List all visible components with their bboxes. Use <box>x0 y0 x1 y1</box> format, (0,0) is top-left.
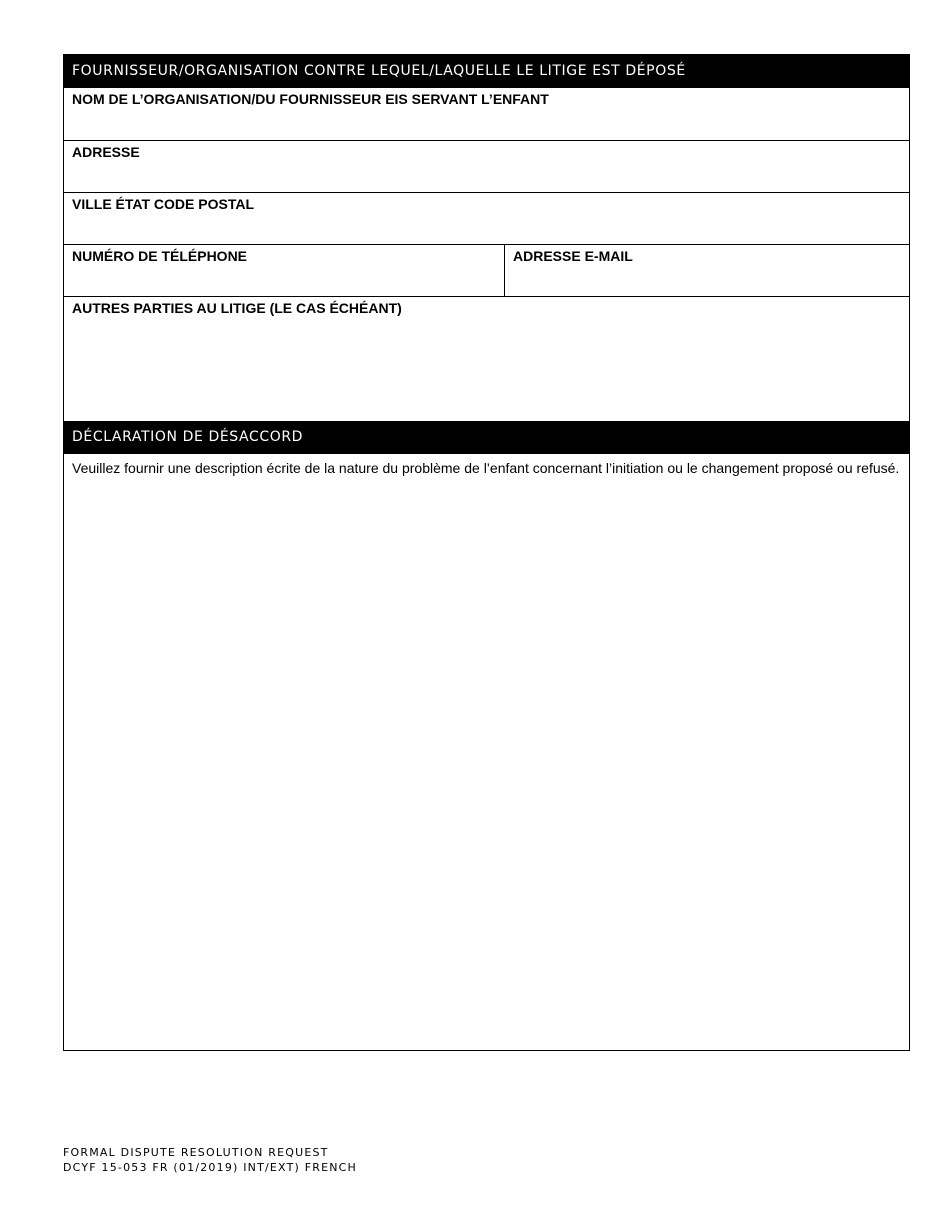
disagreement-field[interactable] <box>64 454 909 1050</box>
section-header-disagreement: DÉCLARATION DE DÉSACCORD <box>64 421 909 454</box>
disagreement-instructions: Veuillez fournir une description écrite de la nature du problème de l’enfant concernant l’initiation ou le changement proposé ou refusé. <box>72 460 900 476</box>
form-footer <box>63 1145 357 1175</box>
org-name-field[interactable] <box>64 88 909 140</box>
other-parties-label: AUTRES PARTIES AU LITIGE (LE CAS ÉCHÉANT) <box>72 300 402 316</box>
city-state-zip-row <box>64 192 909 244</box>
phone-label: NUMÉRO DE TÉLÉPHONE <box>72 248 248 264</box>
address-row <box>64 140 909 192</box>
dispute-form <box>63 54 910 1051</box>
footer-form-code: DCYF 15-053 FR (01/2019) INT/EXT) FRENCH <box>63 1161 358 1174</box>
org-name-label: NOM DE L’ORGANISATION/DU FOURNISSEUR EIS SERVANT L’ENFANT <box>72 91 549 107</box>
city-state-zip-field[interactable] <box>64 193 909 244</box>
email-field[interactable] <box>504 245 909 296</box>
city-state-zip-label: VILLE ÉTAT CODE POSTAL <box>72 196 254 212</box>
phone-field[interactable] <box>64 245 504 296</box>
disagreement-row <box>64 454 909 1050</box>
email-label: ADRESSE E-MAIL <box>513 248 633 264</box>
address-label: ADRESSE <box>72 144 140 160</box>
section-header-provider: FOURNISSEUR/ORGANISATION CONTRE LEQUEL/LAQUELLE LE LITIGE EST DÉPOSÉ <box>64 55 909 88</box>
phone-email-row <box>64 244 909 296</box>
address-field[interactable] <box>64 141 909 192</box>
other-parties-field[interactable] <box>64 297 909 421</box>
other-parties-row <box>64 296 909 421</box>
footer-form-title: FORMAL DISPUTE RESOLUTION REQUEST <box>63 1146 329 1159</box>
org-name-row <box>64 88 909 140</box>
